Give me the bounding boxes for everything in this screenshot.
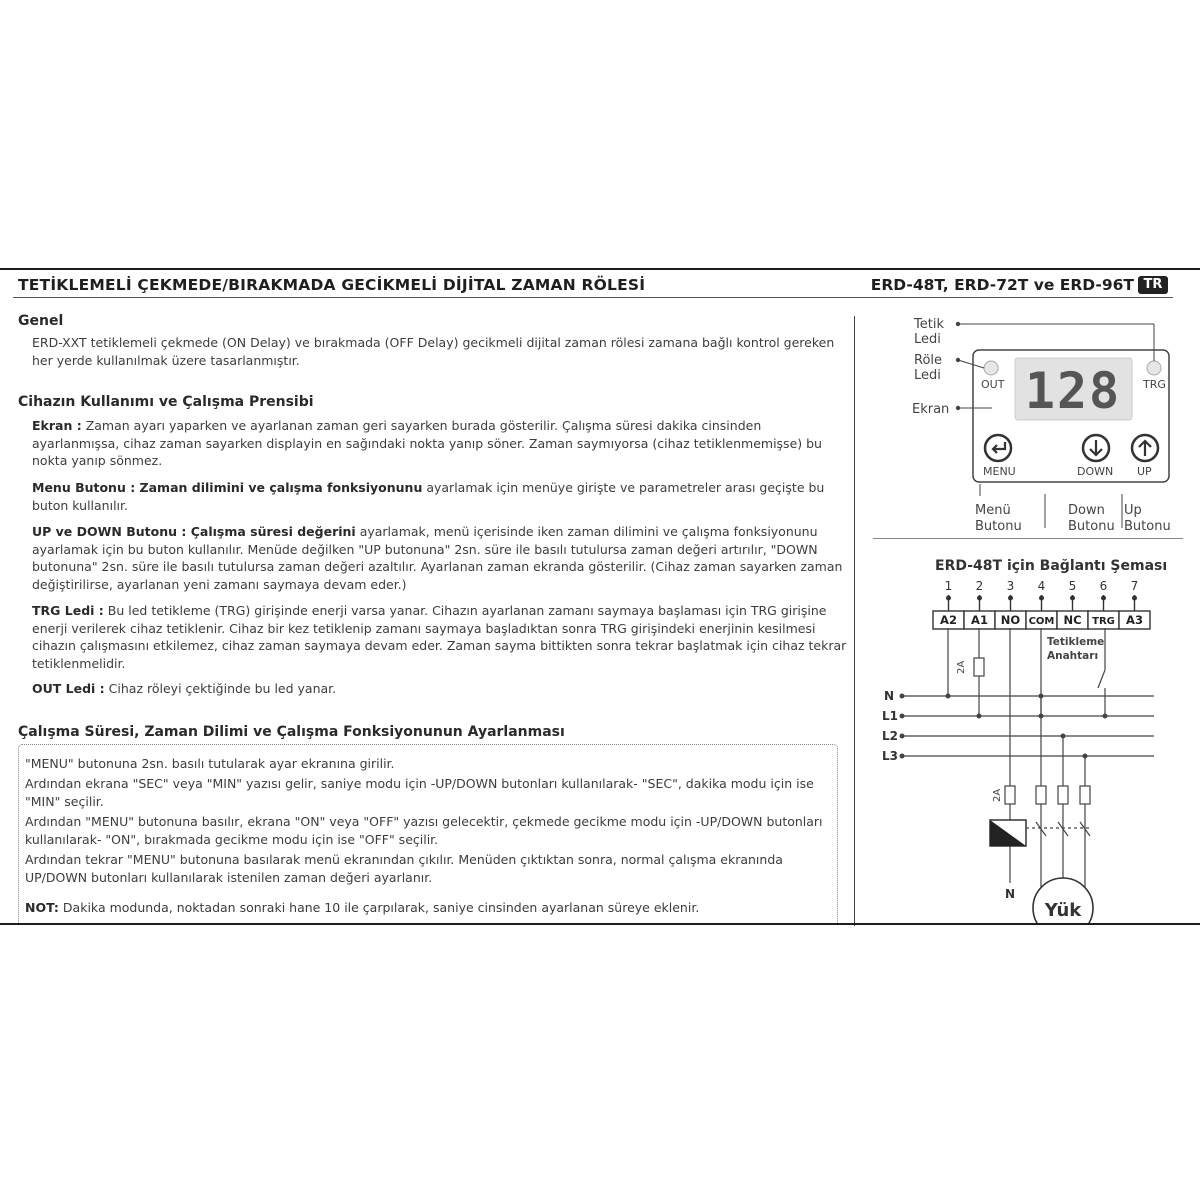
- terminal-label: A1: [971, 613, 988, 627]
- instruction-line-1: "MENU" butonuna 2sn. basılı tutularak ayar ekranına girilir.: [25, 756, 395, 771]
- out-led-label: OUT: [981, 378, 1005, 391]
- fuses: [974, 658, 1090, 804]
- up-button[interactable]: [1132, 435, 1158, 461]
- genel-heading: Genel: [18, 313, 64, 329]
- menu-label: Menu Butonu : Zaman dilimini ve çalışma fonksiyonunu: [32, 480, 423, 495]
- line-label-l1: L1: [882, 709, 898, 723]
- genel-text: ERD-XXT tetiklemeli çekmede (ON Delay) ve bırakmada (OFF Delay) gecikmeli dijital zaman rölesi zamana bağlı kontrol gereken her yerde kullanılmak üzere tasarlanmıştır.: [32, 335, 835, 368]
- trg-label: TRG Ledi :: [32, 603, 104, 618]
- document-title: TETİKLEMELİ ÇEKMEDE/BIRAKMADA GECİKMELİ DİJİTAL ZAMAN RÖLESİ: [18, 276, 646, 294]
- ayar-heading: Çalışma Süresi, Zaman Dilimi ve Çalışma Fonksiyonunun Ayarlanması: [18, 724, 565, 740]
- terminal-label: A2: [940, 613, 957, 627]
- note-paragraph: [25, 899, 825, 917]
- terminal-label: TRG: [1092, 616, 1115, 627]
- pin-number: 2: [975, 579, 984, 593]
- line-terminals: [900, 694, 1108, 759]
- down-button-label: DOWN: [1077, 465, 1114, 478]
- line-label-n: N: [884, 689, 895, 703]
- instruction-line-4: Ardından tekrar "MENU" butonuna basılarak menü ekranından çıkılır. Menüden çıktıktan sonra, normal çalışma ekranında UP/DOWN butonları kullanılarak istenilen zaman değeri ayarlanır.: [25, 852, 783, 885]
- updown-text: ayarlamak, menü içerisinde iken zaman dilimini ve çalışma fonksiyonunu ayarlamak için bu buton kullanılır. Menüde değilken "UP butonuna" 2sn. süre ile basılı tutulursa zaman değeri artırılır, "DOWN butonuna" 2sn. süre ile basılı tutulursa zaman değeri azaltılır. Ayarlanan zaman ekranda gösterilir. (Cihaz zaman sayarken zaman değiştirilirse, ayarlanan yeni zamanı saymaya devam eder.): [32, 524, 843, 592]
- language-badge: TR: [1138, 276, 1168, 294]
- terminal-label: COM: [1028, 616, 1055, 627]
- role-ledi-label-1: Röle: [914, 353, 943, 368]
- pin-number: 6: [1099, 579, 1108, 593]
- coil-neutral-label: N: [1005, 887, 1016, 901]
- menu-paragraph: [18, 479, 852, 514]
- switch-label-2: Anahtarı: [1047, 650, 1099, 662]
- pin-dot: [1039, 596, 1044, 601]
- updown-label: UP ve DOWN Butonu : Çalışma süresi değerini: [32, 524, 356, 539]
- pin-number: 1: [944, 579, 953, 593]
- tetik-ledi-label-2: Ledi: [914, 332, 941, 347]
- note-text: Dakika modunda, noktadan sonraki hane 10 ile çarpılarak, saniye cinsinden ayarlanan süreye eklenir.: [62, 900, 700, 915]
- wiring-title: ERD-48T için Bağlantı Şeması: [935, 558, 1168, 574]
- pin-dot: [946, 596, 951, 601]
- column-divider: [854, 316, 855, 926]
- fuse-label-load: 2A: [992, 788, 1003, 802]
- contactor-coil: [990, 820, 1026, 846]
- terminal-block: [933, 579, 1150, 629]
- load-motor: [1033, 878, 1093, 923]
- power-lines: [902, 628, 1154, 898]
- load-label: Yük: [1044, 900, 1082, 921]
- top-rule: [0, 268, 1200, 270]
- out-paragraph: [18, 680, 852, 698]
- note-label: NOT:: [25, 900, 59, 915]
- instruction-line-3: Ardından "MENU" butonuna basılır, ekrana "ON" veya "OFF" yazısı gelecektir, çekmede gecikme modu için -UP/DOWN butonları kullanılarak- "ON", bırakmada gecikme modu için ise "OFF" seçilir.: [25, 814, 823, 847]
- device-front-panel: [973, 350, 1169, 482]
- pin-dot: [1132, 596, 1137, 601]
- title-rule: [13, 297, 1173, 298]
- out-text: Cihaz röleyi çektiğinde bu led yanar.: [108, 681, 337, 696]
- tetik-ledi-label-1: Tetik: [914, 317, 944, 332]
- ekran-label: Ekran :: [32, 418, 82, 433]
- trg-led: [1147, 361, 1161, 375]
- pin-dot: [1101, 596, 1106, 601]
- pin-dot: [1008, 596, 1013, 601]
- bottom-rule: [0, 923, 1200, 925]
- pin-number: 5: [1068, 579, 1077, 593]
- up-button-label: UP: [1137, 465, 1152, 478]
- down-butonu-label-1: Down: [1068, 503, 1105, 518]
- role-ledi-label-2: Ledi: [914, 368, 941, 383]
- out-led: [984, 361, 998, 375]
- fuse-label-control: 2A: [956, 660, 967, 674]
- kullanim-heading: Cihazın Kullanımı ve Çalışma Prensibi: [18, 394, 314, 410]
- down-butonu-label-2: Butonu: [1068, 519, 1115, 534]
- updown-paragraph: [18, 523, 852, 593]
- pin-number: 4: [1037, 579, 1046, 593]
- terminal-label: NC: [1063, 613, 1082, 627]
- instructions-box: [18, 744, 838, 926]
- contactor-contacts: [1026, 822, 1090, 836]
- menu-butonu-label-1: Menü: [975, 503, 1011, 518]
- menu-button-label: MENU: [983, 465, 1016, 478]
- terminal-label: NO: [1000, 613, 1021, 627]
- pin-dot: [1070, 596, 1075, 601]
- pin-number: 7: [1130, 579, 1139, 593]
- switch-label-1: Tetikleme: [1047, 636, 1105, 648]
- menu-butonu-label-2: Butonu: [975, 519, 1022, 534]
- line-label-l3: L3: [882, 749, 898, 763]
- pin-number: 3: [1006, 579, 1015, 593]
- document-page: [0, 268, 1200, 926]
- instruction-line-2: Ardından ekrana "SEC" veya "MIN" yazısı gelir, saniye modu için -UP/DOWN butonları kullanılarak- "SEC", dakika modu için ise "MIN" seçilir.: [25, 776, 814, 809]
- ekran-callout-label: Ekran: [912, 402, 950, 417]
- terminal-label: A3: [1126, 613, 1143, 627]
- menu-text: ayarlamak için menüye girişte ve parametreler arası geçişte bu buton kullanılır.: [32, 480, 825, 513]
- pin-dot: [977, 596, 982, 601]
- out-label: OUT Ledi :: [32, 681, 105, 696]
- trg-led-label: TRG: [1143, 378, 1166, 391]
- up-butonu-label-2: Butonu: [1124, 519, 1171, 534]
- line-label-l2: L2: [882, 729, 898, 743]
- menu-button[interactable]: [985, 435, 1011, 461]
- up-butonu-label-1: Up: [1124, 503, 1142, 518]
- down-button[interactable]: [1083, 435, 1109, 461]
- model-list: ERD-48T, ERD-72T ve ERD-96T: [870, 276, 1134, 294]
- trg-text: Bu led tetikleme (TRG) girişinde enerji varsa yanar. Cihazın ayarlanan zamanı saymaya başlaması için TRG girişine enerji verilerek cihaz tetiklenir. Cihaz bir kez tetiklenip zamanı saymaya başladıktan sonra TRG girişindeki enerjinin kesilmesi cihazın çalışmasını etkilemez, cihaz zaman saymaya devam eder. Zaman sayma bittikten sonra tekrar başlatmak için cihaz tekrar tetiklenmelidir.: [32, 603, 847, 671]
- trg-paragraph: [18, 602, 852, 672]
- ekran-paragraph: [18, 417, 852, 470]
- display-digits: 128: [1024, 362, 1122, 420]
- ekran-text: Zaman ayarı yaparken ve ayarlanan zaman geri sayarken burada gösterilir. Çalışma süresi dakika cinsinden ayarlanmışsa, cihaz zaman sayarken displayin en sağındaki nokta yanıp söner. Zaman saymıyorsa (cihaz tetiklenmemişse) bu nokta yanıp sönmez.: [32, 418, 822, 468]
- device-and-wiring-diagram: [860, 308, 1180, 923]
